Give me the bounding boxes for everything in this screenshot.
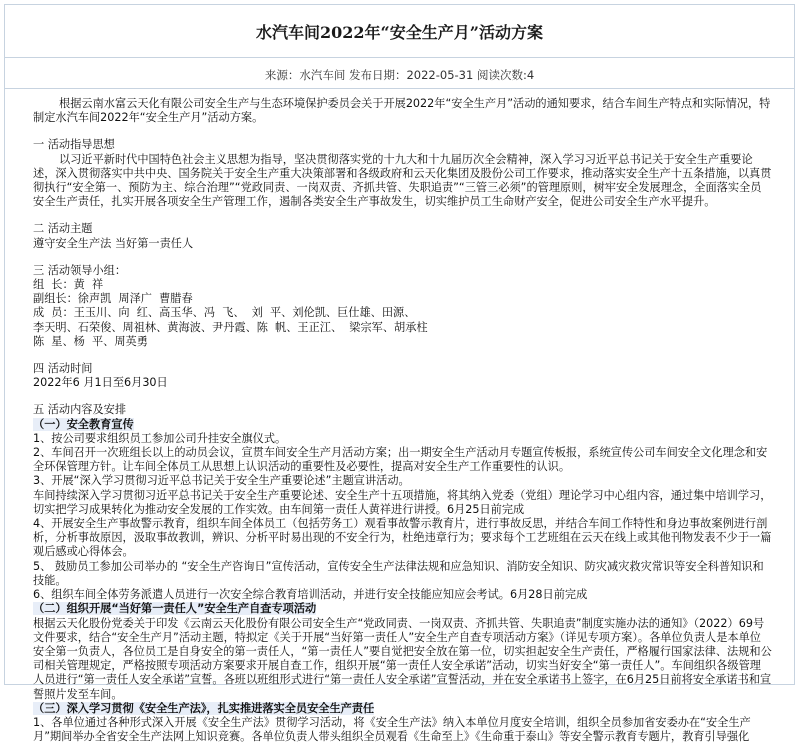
- list-item: 4、开展安全生产事故警示教育，组织车间全体员工（包括劳务工）观看事故警示教育片，进行事故反思，并结合车间工作特性和身边事故案例进行剖析，分析事故原因，汲取事故教训，辨识、分析平时易出现的不安全行为，杜绝违章行为；要求每个工艺班组在云天在线上或其他刊物发表不少于一篇观后感或心得体会。: [33, 517, 772, 559]
- list-item: 2、车间召开一次班组长以上的动员会议，宣贯车间安全生产月活动方案；出一期安全生产活动月专题宣传板报，系统宣传公司车间安全文化理念和安全环保管理方针。让车间全体员工从思想上认识活动的重要性及必要性，提高对安全生产工作重要性的认识。: [33, 446, 768, 474]
- list-item: 1、按公司要求组织员工参加公司升挂安全旗仪式。: [33, 431, 287, 445]
- deputy-leader-line: 副组长：徐声凯 周泽广 曹腊春: [33, 292, 193, 306]
- list-item: 5、 鼓励员工参加公司举办的 “安全生产咨询日”宣传活动，宣传安全生产法律法规和应急知识、消防安全知识、防灾减灾救灾常识等安全科普知识和技能。: [33, 559, 764, 587]
- section-2-title: 二 活动主题: [33, 222, 93, 236]
- section-1-body: 以习近平新时代中国特色社会主义思想为指导，坚决贯彻落实党的十九大和十九届历次全会精神，深入学习习近平总书记关于安全生产重要论述，深入贯彻落实中共中央、国务院关于安全生产重大决策部署和各级政府和云天化集团及股份公司工作要求，推动落实安全生产十五条措施，以真贯彻执行“安全第一、预防为主、综合治理”“党政同责、一岗双责、齐抓共管、失职追责”“三管三必须”的管理原则，树牢安全发展理念，全面落实全员安全生产责任，扎实开展各项安全生产管理工作，遏制各类安全生产事故发生，切实维护员工生命财产安全，促进公司安全生产水平提升。: [33, 152, 772, 209]
- section-5-title: 五 活动内容及安排: [33, 403, 127, 417]
- subsection-3-body: 1、各单位通过各种形式深入开展《安全生产法》贯彻学习活动，将《安全生产法》纳入本单位月度安全培训，组织全员参加省安委办在“安全生产月”期间举办全省安全生产法网上知识竞赛。各单位负责人带头组织全员观看《生命至上》《生命重于泰山》等安全警示教育专题片，教育引导强化: [33, 715, 751, 744]
- subsection-2-body: 根据云天化股份党委关于印发《云南云天化股份有限公司安全生产“党政同责、一岗双责、齐抓共管、失职追责”制度实施办法的通知》（2022）69号文件要求，结合“安全生产月”活动主题，特拟定《关于开展“当好第一责任人”安全生产自查专项活动方案》（详见专项方案）。各单位负责人是本单位安全第一负责人，各位员工是自身安全的第一责任人，“第一责任人”要自觉把安全放在第一位，切实担起安全生产责任，严格履行国家法律、法规和公司相关管理规定，严格按照专项活动方案要求开展自查工作，组织开展“第一责任人安全承诺”活动，切实当好安全“第一责任人”。车间组织各级管理人员进行“第一责任人安全承诺”宣誓。各班以班组形式进行“第一责任人安全承诺”宣誓活动，并在安全承诺书上签字，在6月25日前将安全承诺书和宣誓照片发至车间。: [33, 616, 772, 701]
- leader-line: 组 长：黄 祥: [33, 278, 104, 292]
- article-frame: [4, 4, 795, 744]
- article-body: [5, 89, 794, 744]
- article-title: 水汽车间2022年“安全生产月”活动方案: [5, 5, 794, 58]
- members-line: 成 员：王玉川、向 红、高玉华、冯 飞、 刘 平、刘伦凯、巨仕雄、田源、: [33, 306, 416, 320]
- list-item: 6、组织车间全体劳务派遣人员进行一次安全综合教育培训活动，并进行安全技能应知应会考试。6月28日前完成: [33, 588, 588, 602]
- list-item: 3、开展“深入学习贯彻习近平总书记关于安全生产重要论述”主题宣讲活动。: [33, 474, 410, 488]
- section-4-title: 四 活动时间: [33, 362, 93, 376]
- subsection-2-title: （二）组织开展“当好第一责任人”安全生产自查专项活动: [33, 602, 317, 616]
- list-item: 车间持续深入学习贯彻习近平总书记关于安全生产重要论述、安全生产十五项措施，将其纳入党委（党组）理论学习中心组内容，通过集中培训学习，切实把学习成果转化为推动安全发展的工作实效。由车间第一责任人黄祥进行讲授。6月25日前完成: [33, 488, 772, 516]
- members-line: 李天明、石荣俊、周祖林、黄海波、尹丹霞、陈 帆、王正江、 梁宗军、胡承柱: [33, 320, 428, 334]
- section-4-body: 2022年6 月1日至6月30日: [33, 376, 168, 390]
- section-3-title: 三 活动领导小组：: [33, 263, 127, 277]
- members-line: 陈 星、杨 平、周英勇: [33, 334, 148, 348]
- intro-paragraph: 根据云南水富云天化有限公司安全生产与生态环境保护委员会关于开展2022年“安全生产月”活动的通知要求，结合车间生产特点和实际情况，特制定水汽车间2022年“安全生产月”活动方案。: [33, 97, 771, 125]
- article-meta: 来源：水汽车间 发布日期：2022-05-31 阅读次数:4: [264, 68, 535, 82]
- section-2-body: 遵守安全生产法 当好第一责任人: [33, 236, 194, 250]
- subsection-1-title: （一）安全教育宣传: [33, 417, 134, 431]
- section-1-title: 一 活动指导思想: [33, 138, 115, 152]
- subsection-3-title: （三）深入学习贯彻《安全生产法》，扎实推进落实全员安全生产责任: [33, 701, 375, 715]
